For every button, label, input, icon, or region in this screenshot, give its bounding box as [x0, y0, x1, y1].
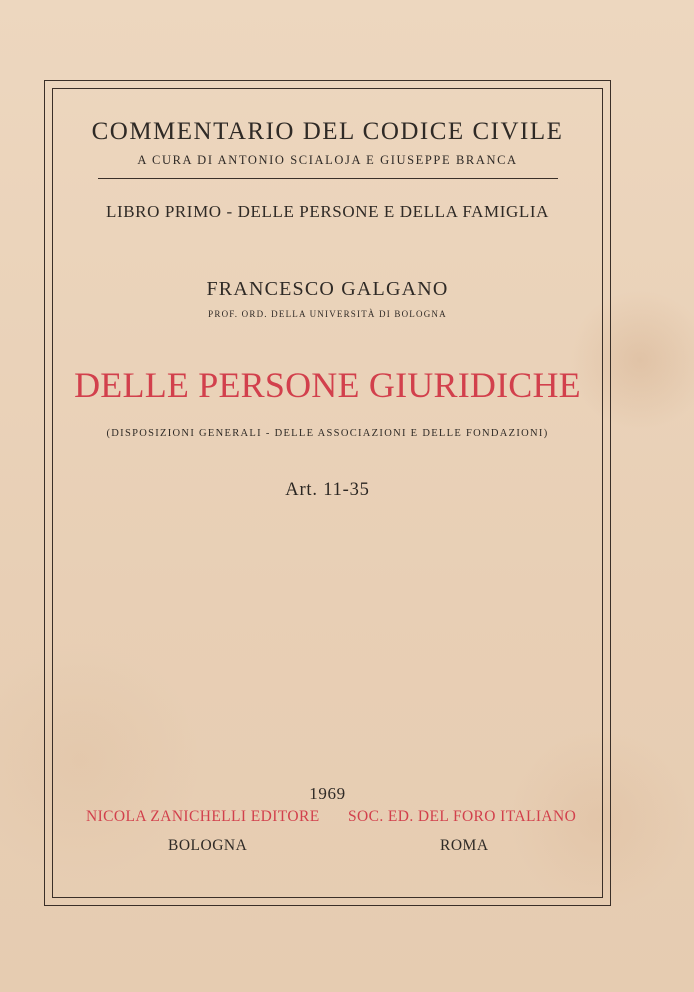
publication-year: 1969	[309, 784, 346, 803]
articles-range: Art. 11-35	[285, 480, 370, 500]
book-title: DELLE PERSONE GIURIDICHE	[74, 365, 581, 405]
horizontal-rule	[98, 178, 558, 179]
publisher-city-right: ROMA	[440, 837, 489, 854]
publisher-left: NICOLA ZANICHELLI EDITORE	[86, 808, 320, 825]
publisher-right: SOC. ED. DEL FORO ITALIANO	[348, 808, 577, 825]
curators-line: A CURA DI ANTONIO SCIALOJA E GIUSEPPE BRANCA	[137, 153, 518, 167]
book-heading: LIBRO PRIMO - DELLE PERSONE E DELLA FAMIGLIA	[105, 202, 550, 221]
series-title: COMMENTARIO DEL CODICE CIVILE	[91, 118, 564, 145]
publisher-city-left: BOLOGNA	[168, 837, 248, 854]
author-name: FRANCESCO GALGANO	[206, 278, 449, 300]
author-affiliation: PROF. ORD. DELLA UNIVERSITÀ DI BOLOGNA	[208, 309, 447, 319]
book-subtitle: (DISPOSIZIONI GENERALI - DELLE ASSOCIAZIONI E DELLE FONDAZIONI)	[106, 428, 549, 439]
